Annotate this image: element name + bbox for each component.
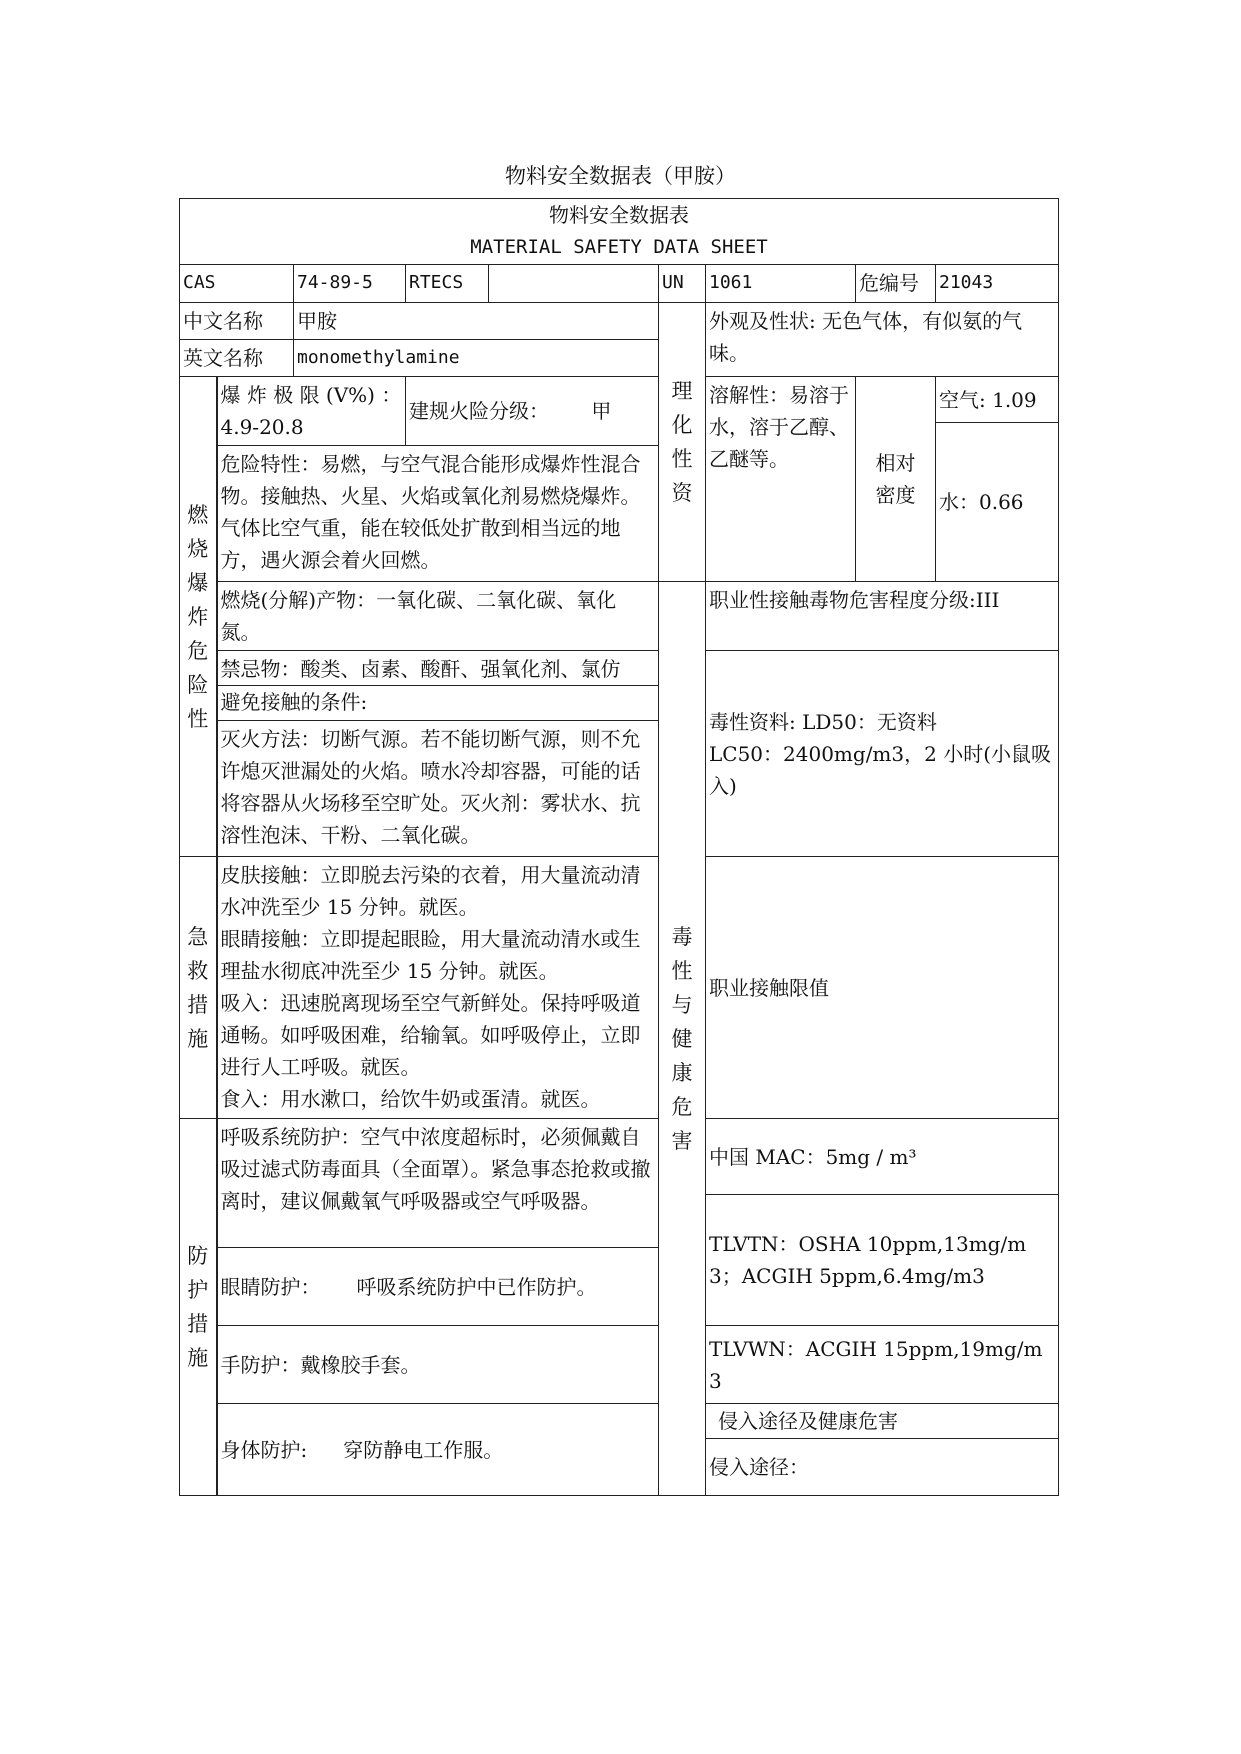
occupational-exposure-limit: 职业接触限值 [706, 857, 1059, 1119]
appearance: 外观及性状: 无色气体，有似氨的气味。 [706, 303, 1059, 377]
header-title-cn: 物料安全数据表 [549, 203, 689, 227]
density-air: 空气: 1.09 [936, 377, 1059, 423]
body-protection [217, 1404, 659, 1496]
extinguishing-method: 灭火方法：切断气源。若不能切断气源，则不允许熄灭泄漏处的火焰。喷水冷却容器，可能的话将容器从火场移至空旷处。灭火剂：雾状水、抗溶性泡沫、干粉、二氧化碳。 [217, 721, 659, 857]
hazard-characteristics: 危险特性：易燃，与空气混合能形成爆炸性混合物。接触热、火星、火焰或氧化剂易燃烧爆炸。气体比空气重，能在较低处扩散到相当远的地方，遇火源会着火回燃。 [217, 446, 659, 582]
toxicity-section-text: 毒性与健康危害 [671, 924, 693, 1153]
hazard-no-label: 危编号 [856, 265, 936, 303]
eye-protection-value: 呼吸系统防护中已作防护。 [356, 1274, 597, 1299]
incompatible-avoid [217, 651, 659, 721]
body-protection-label: 身体防护: [220, 1437, 308, 1462]
first-aid-inhale: 吸入：迅速脱离现场至空气新鲜处。保持呼吸道通畅。如呼吸困难，给输氧。如呼吸停止，立即进行人工呼吸。就医。 [220, 991, 641, 1079]
ld50: 毒性资料: LD50：无资料 [709, 709, 937, 734]
china-mac: 中国 MAC：5mg / m³ [706, 1119, 1059, 1195]
un-label: UN [659, 265, 706, 303]
explosion-limit: 爆 炸 极 限 (V%) ： 4.9-20.8 [217, 377, 406, 446]
body-protection-value: 穿防静电工作服。 [343, 1437, 504, 1462]
cas-label: CAS [180, 265, 294, 303]
relative-density-label: 相对密度 [856, 377, 936, 582]
sheet-header [180, 199, 1059, 265]
route-header: 侵入途径及健康危害 [706, 1404, 1058, 1439]
incompatible: 禁忌物：酸类、卤素、酸酐、强氧化剂、氯仿 [220, 657, 621, 681]
protection-section-text: 防护措施 [187, 1244, 209, 1370]
lc50: LC50：2400mg/m3，2 小时(小鼠吸入) [709, 741, 1052, 798]
hazard-no-value: 21043 [936, 265, 1059, 303]
first-aid-section-text: 急救措施 [187, 924, 209, 1051]
toxicity-section-label [659, 582, 706, 1496]
avoid-conditions: 避免接触的条件: [218, 685, 659, 718]
first-aid-skin: 皮肤接触：立即脱去污染的衣着，用大量流动清水冲洗至少 15 分钟。就医。 [220, 863, 641, 919]
physchem-section-label [659, 303, 706, 582]
solubility: 溶解性：易溶于水，溶于乙醇、乙醚等。 [706, 377, 856, 582]
hand-protection: 手防护：戴橡胶手套。 [217, 1326, 659, 1404]
eye-protection-label: 眼睛防护： [220, 1274, 321, 1299]
cn-name-value: 甲胺 [294, 303, 659, 340]
rtecs-label: RTECS [406, 265, 489, 303]
eye-protection [217, 1248, 659, 1326]
rtecs-value [489, 265, 659, 303]
exposure-class: 职业性接触毒物危害程度分级:III [706, 582, 1059, 651]
fire-section-text: 燃烧爆炸危险性 [187, 502, 209, 731]
respiratory-protection: 呼吸系统防护：空气中浓度超标时，必须佩戴自吸过滤式防毒面具（全面罩）。紧急事态抢救或撤离时，建议佩戴氧气呼吸器或空气呼吸器。 [217, 1119, 659, 1248]
first-aid-content [217, 857, 659, 1119]
fire-class-label: 建规火险分级： [409, 399, 549, 423]
header-title-en: MATERIAL SAFETY DATA SHEET [470, 236, 768, 258]
tlvwn: TLVWN：ACGIH 15ppm,19mg/m3 [706, 1326, 1059, 1404]
first-aid-eye: 眼睛接触：立即提起眼睑，用大量流动清水或生理盐水彻底冲洗至少 15 分钟。就医。 [220, 927, 641, 983]
cn-name-label: 中文名称 [180, 303, 294, 340]
route: 侵入途径： [709, 1455, 809, 1479]
density-water: 水：0.66 [936, 423, 1059, 582]
msds-table [179, 198, 1059, 1496]
first-aid-ingest: 食入：用水漱口，给饮牛奶或蛋清。就医。 [220, 1087, 601, 1111]
tlvtn: TLVTN：OSHA 10ppm,13mg/m3；ACGIH 5ppm,6.4mg/m3 [706, 1195, 1059, 1326]
physchem-section-text: 理化性资 [671, 379, 693, 505]
page-title: 物料安全数据表（甲胺） [505, 164, 736, 188]
first-aid-section-label [180, 857, 217, 1119]
un-value: 1061 [706, 265, 856, 303]
fire-class-value: 甲 [591, 399, 612, 423]
en-name-label: 英文名称 [180, 340, 294, 377]
cas-value: 74-89-5 [294, 265, 406, 303]
toxicity-data [706, 651, 1059, 857]
fire-section-label [180, 377, 217, 857]
combustion-products: 燃烧(分解)产物：一氧化碳、二氧化碳、氧化氮。 [217, 582, 659, 651]
route-block [706, 1404, 1059, 1496]
fire-class [406, 377, 659, 446]
en-name-value: monomethylamine [294, 340, 659, 377]
protection-section-label [180, 1119, 217, 1496]
